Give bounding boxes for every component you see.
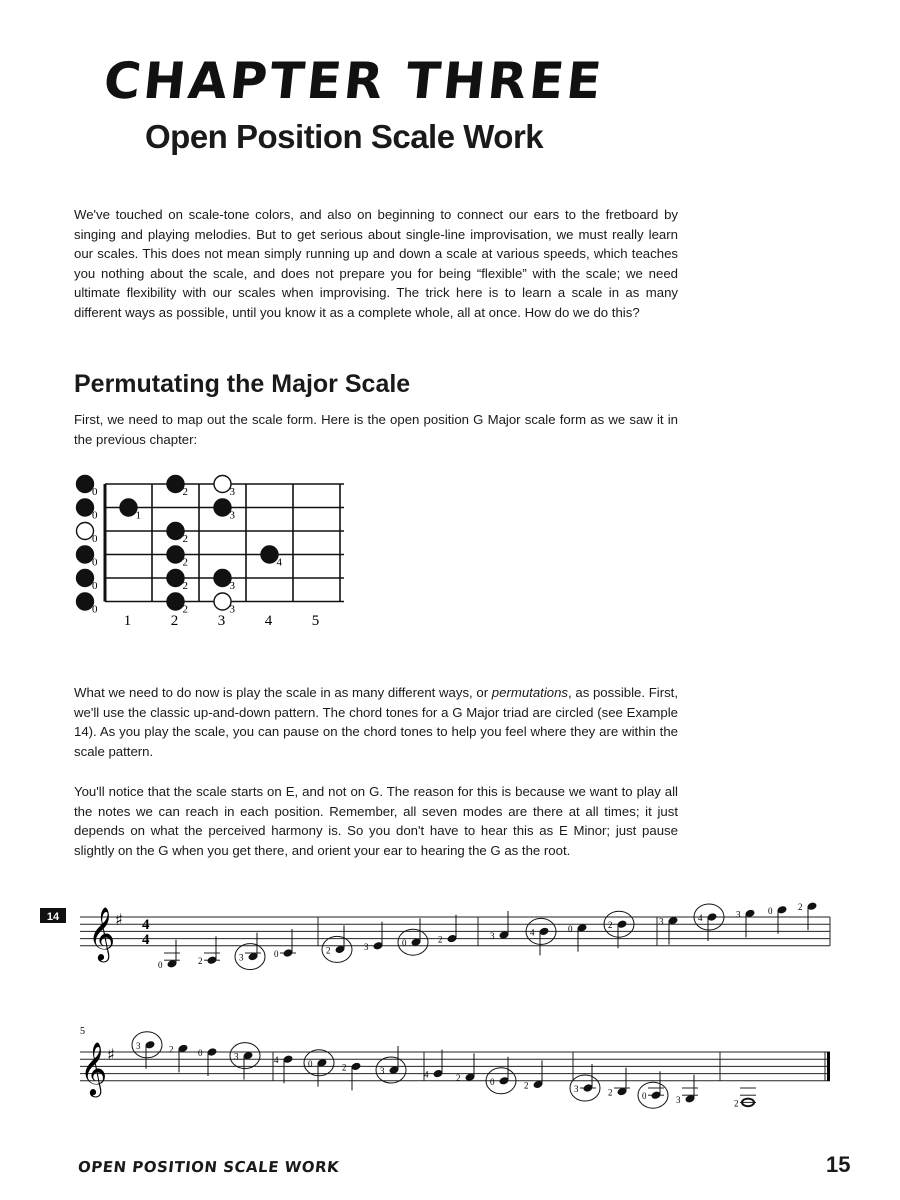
finger-number: 2 (182, 603, 188, 616)
finger-number: 0 (198, 1048, 203, 1058)
key-signature-sharp-icon: ♯ (115, 910, 123, 929)
finger-number: 0 (402, 938, 407, 949)
finger-number: 0 (568, 923, 573, 934)
finger-number: 3 (229, 603, 235, 616)
finger-number: 2 (169, 1044, 174, 1055)
fret-number: 4 (264, 613, 273, 629)
fret-note-dot (167, 546, 184, 563)
finger-number: 2 (182, 580, 188, 592)
fret-note-dot (77, 476, 94, 493)
finger-number: 3 (736, 909, 741, 920)
fret-note-dot (167, 523, 184, 540)
finger-number: 0 (642, 1091, 647, 1102)
fret-note-dot (167, 593, 184, 610)
finger-number: 0 (92, 509, 98, 522)
fret-note-dot (77, 546, 94, 563)
finger-number: 3 (229, 580, 235, 592)
finger-number: 0 (490, 1076, 495, 1087)
finger-number: 3 (574, 1084, 579, 1094)
time-signature-bottom: 4 (142, 932, 150, 948)
footer-section-title: OPEN POSITION SCALE WORK (77, 1158, 341, 1176)
staff-lines (80, 1052, 830, 1084)
fret-note-dot (214, 499, 231, 516)
finger-number: 3 (136, 1040, 141, 1051)
fret-number: 1 (123, 613, 132, 629)
fretboard-diagram (60, 470, 360, 635)
chapter-title: CHAPTER THREE (100, 52, 607, 110)
fret-note-dot (214, 476, 231, 493)
finger-number: 0 (92, 580, 98, 592)
finger-number: 4 (424, 1069, 429, 1080)
music-staff-system-2 (60, 1020, 850, 1115)
finger-number: 4 (530, 927, 535, 938)
finger-number: 2 (182, 533, 188, 545)
finger-number: 2 (342, 1062, 347, 1073)
finger-number: 1 (135, 509, 141, 522)
permutation-paragraph: What we need to do now is play the scale in as many different ways, or permutations, as possible. First, we'll use the classic up-and-down pattern. The chord tones for a G Major triad are circled (see Example 14). As you play the scale, you can pause on the chord tones to help you feel where they are within the scale pattern. (74, 685, 679, 759)
finger-number: 3 (380, 1066, 385, 1076)
finger-number: 0 (92, 556, 98, 569)
finger-number: 0 (768, 905, 773, 916)
scale-form-intro: First, we need to map out the scale form. Here is the open position G Major scale form as we saw it in the previous chapter: (74, 412, 678, 447)
scale-start-paragraph: You'll notice that the scale starts on E, and not on G. The reason for this is because we want to play all the notes we can reach in each position. Remember, all seven modes are there at all times; it just depends on what the perceived harmony is. So you don't have to hear this as E Minor; just pause slightly on the G when you get there, and orient your ear to hearing the G as the root. (74, 784, 678, 858)
finger-number: 0 (92, 486, 98, 498)
finger-number: 2 (182, 556, 188, 569)
finger-number: 3 (676, 1094, 681, 1105)
finger-number: 2 (608, 920, 613, 931)
finger-number: 2 (608, 1087, 613, 1098)
finger-number: 0 (92, 533, 98, 545)
fret-number: 5 (311, 613, 320, 629)
fret-note-dot (77, 499, 94, 516)
finger-number: 3 (239, 952, 244, 963)
finger-number: 3 (234, 1051, 239, 1062)
key-signature-sharp-icon: ♯ (107, 1045, 115, 1064)
fret-note-dot (77, 570, 94, 587)
finger-number: 3 (229, 509, 235, 522)
finger-number: 0 (158, 959, 163, 970)
fret-number: 3 (217, 613, 226, 629)
fret-number: 2 (170, 613, 179, 629)
finger-number: 4 (274, 1055, 279, 1066)
fret-note-dot (167, 570, 184, 587)
finger-number: 2 (182, 486, 188, 498)
staff-notes (132, 1032, 756, 1109)
fret-note-dot (120, 499, 137, 516)
finger-number: 2 (734, 1098, 739, 1109)
finger-number: 2 (524, 1080, 529, 1091)
finger-number: 3 (659, 916, 664, 927)
finger-number: 0 (274, 949, 279, 959)
music-staff-system-1 (46, 895, 850, 990)
fret-note-dot (167, 476, 184, 493)
fret-numbers (124, 613, 320, 629)
finger-number: 3 (490, 931, 495, 941)
final-bar-line (827, 1052, 830, 1081)
finger-number: 2 (438, 934, 443, 945)
finger-number: 4 (276, 556, 282, 569)
finger-number: 4 (698, 913, 703, 923)
treble-clef-icon: 𝄞 (80, 1041, 108, 1095)
chapter-subtitle: Open Position Scale Work (145, 118, 544, 155)
fret-note-dot (214, 570, 231, 587)
staff-notes (158, 901, 817, 969)
page-number: 15 (826, 1152, 851, 1177)
section-heading: Permutating the Major Scale (74, 370, 411, 398)
finger-number: 0 (308, 1058, 313, 1069)
treble-clef-icon: 𝄞 (88, 906, 116, 960)
finger-number: 0 (92, 603, 98, 616)
measure-number: 5 (80, 1026, 85, 1037)
finger-number: 2 (798, 902, 803, 913)
intro-paragraph: We've touched on scale-tone colors, and also on beginning to connect our ears to the fretboard by singing and playing melodies. But to get serious about single-line improvisation, we must really learn our scales. This does not mean simply running up and down a scale at various speeds, which teaches you nothing about the scale, and does not prepare you for being “flexible” with the scale; we need ultimate flexibility with our scales when improvising. The trick here is to learn a scale in as many different ways as possible, until you know it as a complete whole, all at once. How do we do this? (74, 207, 678, 320)
staff-lines (80, 917, 830, 949)
finger-number: 2 (198, 956, 203, 967)
finger-number: 2 (456, 1073, 461, 1084)
time-signature-top: 4 (142, 917, 150, 933)
finger-number: 3 (229, 486, 235, 498)
fret-note-dot (261, 546, 278, 563)
fret-note-dot (214, 593, 231, 610)
example-number: 14 (46, 911, 60, 923)
finger-number: 3 (364, 941, 369, 952)
fret-note-dot (77, 523, 94, 540)
finger-number: 2 (326, 945, 331, 956)
fret-note-dot (77, 593, 94, 610)
fretboard-notes (77, 476, 283, 616)
